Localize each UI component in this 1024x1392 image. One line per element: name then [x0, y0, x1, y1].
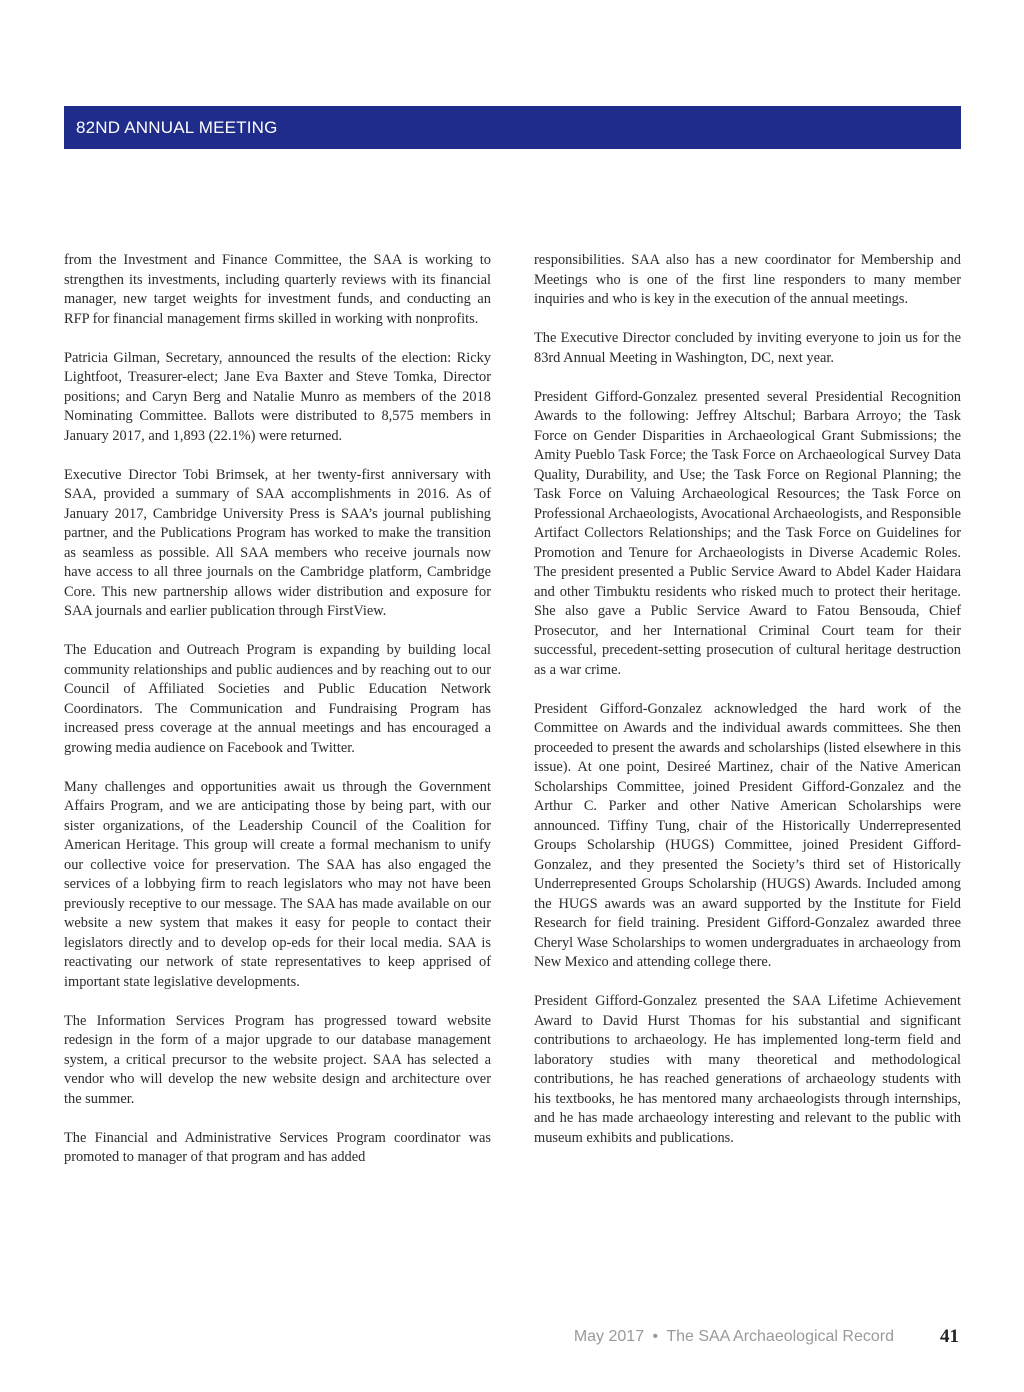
page-number: 41	[940, 1326, 959, 1347]
issue-date: May 2017	[573, 1328, 645, 1345]
bullet-separator: •	[652, 1328, 659, 1345]
paragraph: The Information Services Program has progressed toward website redesign in the form of a major upgrade to our database management system, a critical precursor to the website project. SAA has selected a vendor who will develop the new website design and architecture over the summer.	[64, 1012, 491, 1107]
running-footer	[574, 1328, 894, 1346]
left-column	[64, 251, 491, 1187]
paragraph: Many challenges and opportunities await us through the Government Affairs Program, and we are anticipating those by being part, with our sister organizations, of the Leadership Council of the Coalition for American Heritage. This group will create a formal mechanism to unify our collective voice for preservation. The SAA has also engaged the services of a lobbying firm to reach legislators who may not have been previously receptive to our message. The SAA has made available on our website a new system that makes it easy for people to contact their legislators directly and to develop op-eds for their local media. SAA is reactivating our network of state representatives to keep apprised of important state legislative developments.	[64, 778, 491, 990]
section-banner	[64, 106, 961, 149]
paragraph: responsibilities. SAA also has a new coordinator for Membership and Meetings who is one of the first line responders to many member inquiries and who is key in the execution of the annual meetings.	[534, 252, 961, 307]
paragraph: from the Investment and Finance Committee, the SAA is working to strengthen its investments, including quarterly reviews with its financial manager, new target weights for investment funds, and conducting an RFP for financial management firms skilled in working with nonprofits.	[64, 252, 491, 327]
paragraph: The Education and Outreach Program is expanding by building local community relationships and public audiences and by reaching out to our Council of Affiliated Societies and Public Education Network Coordinators. The Communication and Fundraising Program has increased press coverage at the annual meetings and has encouraged a growing media audience on Facebook and Twitter.	[64, 642, 491, 756]
page-footer	[0, 1326, 1024, 1354]
paragraph: Executive Director Tobi Brimsek, at her twenty-first anniversary with SAA, provided a summary of SAA accomplishments in 2016. As of January 2017, Cambridge University Press is SAA’s journal publishing partner, and the Publications Program has worked to make the transition as seamless as possible. All SAA members who receive journals now have access to all three journals on the Cambridge platform, Cambridge Core. This new partnership allows wider distribution and exposure for SAA journals and earlier publication through FirstView.	[64, 466, 491, 619]
paragraph: Patricia Gilman, Secretary, announced the results of the election: Ricky Lightfoot, Treasurer-elect; Jane Eva Baxter and Steve Tomka, Director positions; and Caryn Berg and Natalie Munro as members of the 2018 Nominating Committee. Ballots were distributed to 8,575 members in January 2017, and 1,893 (22.1%) were returned.	[64, 349, 491, 444]
paragraph: President Gifford-Gonzalez acknowledged the hard work of the Committee on Awards and the individual awards committees. She then proceeded to present the awards and scholarships (listed elsewhere in this issue). At one point, Desireé Martinez, chair of the Native American Scholarships Committee, joined President Gifford-Gonzalez and the Arthur C. Parker and other Native American Scholarships were announced. Tiffiny Tung, chair of the Historically Underrepresented Groups Scholarship (HUGS) Committee, joined President Gifford-Gonzalez, and they presented the Society’s third set of Historically Underrepresented Groups Scholarship (HUGS) Awards. Included among the HUGS awards was an award supported by the Institute for Field Research for field training. President Gifford-Gonzalez awarded three Cheryl Wase Scholarships to women undergraduates in archaeology from New Mexico and attending college there.	[534, 700, 961, 970]
publication-title: The SAA Archaeological Record	[666, 1328, 894, 1345]
paragraph: President Gifford-Gonzalez presented the SAA Lifetime Achievement Award to David Hurst Thomas for his substantial and significant contributions to archaeology. He has implemented long-term field and laboratory studies with many theoretical and methodological contributions, he has reached generations of archaeology students with his textbooks, he has mentored many archaeologists through internships, and he has made archaeology interesting and relevant to the public with museum exhibits and publications.	[534, 993, 961, 1146]
right-column	[534, 251, 961, 1168]
section-title: 82ND ANNUAL MEETING	[76, 117, 278, 137]
paragraph: The Executive Director concluded by inviting everyone to join us for the 83rd Annual Meeting in Washington, DC, next year.	[534, 330, 961, 366]
paragraph: President Gifford-Gonzalez presented several Presidential Recognition Awards to the following: Jeffrey Altschul; Barbara Arroyo; the Task Force on Gender Disparities in Archaeological Grant Submissions; the Amity Pueblo Task Force; the Task Force on Archaeological Survey Data Quality, Durability, and Use; the Task Force on Regional Planning; the Task Force on Valuing Archaeological Resources; the Task Force on Professional Archaeologists, Avocational Archaeologists, and Responsible Artifact Collectors Relationships; and the Task Force on Guidelines for Promotion and Tenure for Archaeologists in Diverse Academic Roles. The president presented a Public Service Award to Abdel Kader Haidara and other Timbuktu residents who risked much to protect their heritage. She also gave a Public Service Award to Fatou Bensouda, Chief Prosecutor, and her International Criminal Court team for their successful, precedent-setting prosecution of cultural heritage destruction as a war crime.	[534, 388, 961, 678]
paragraph: The Financial and Administrative Services Program coordinator was promoted to manager of that program and has added	[64, 1129, 491, 1165]
